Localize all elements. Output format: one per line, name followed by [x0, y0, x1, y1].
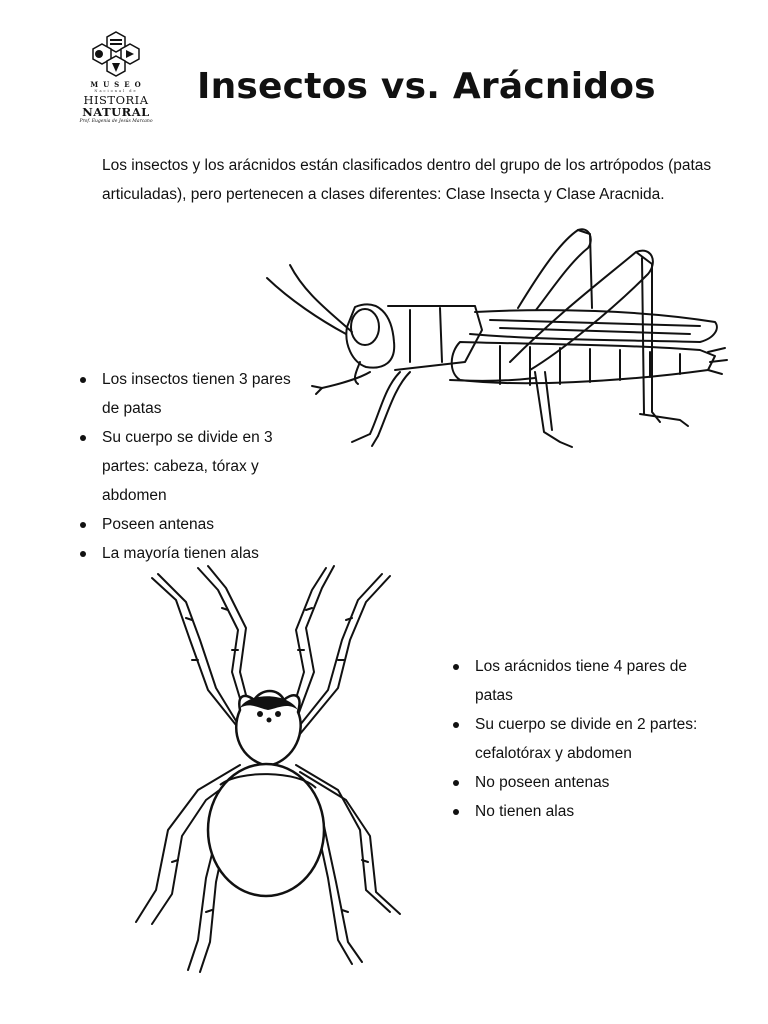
arachnid-fact-item: Su cuerpo se divide en 2 partes: cefalotórax y abdomen	[453, 710, 703, 768]
grasshopper-illustration	[260, 222, 730, 457]
insect-fact-item: Su cuerpo se divide en 3 partes: cabeza, tórax y abdomen	[80, 423, 320, 510]
logo-nacional-text: Nacional de	[94, 89, 138, 93]
insect-fact-item: La mayoría tienen alas	[80, 539, 320, 568]
insect-fact-item: Poseen antenas	[80, 510, 320, 539]
logo-natural-text: NATURAL	[82, 105, 150, 119]
insect-fact-item: Los insectos tienen 3 pares de patas	[80, 365, 312, 423]
museum-logo-emblem	[80, 30, 152, 80]
page-title: Insectos vs. Arácnidos	[197, 66, 656, 107]
arachnid-fact-item: No tienen alas	[453, 797, 703, 826]
logo-historia-text: HISTORIA	[83, 93, 149, 107]
museum-logo	[70, 30, 162, 136]
intro-paragraph: Los insectos y los arácnidos están clasificados dentro del grupo de los artrópodos (patas articuladas), pero pertenecen a clases diferentes: Clase Insecta y Clase Aracnida.	[102, 157, 712, 203]
arachnid-fact-item: Los arácnidos tiene 4 pares de patas	[453, 652, 700, 710]
arachnid-fact-item: No poseen antenas	[453, 768, 703, 797]
spider-illustration	[128, 560, 418, 980]
logo-credit-text: Prof. Eugenia de Jesús Marcano	[79, 119, 153, 124]
arachnid-facts-list	[453, 652, 703, 826]
insect-facts-list	[80, 365, 320, 568]
logo-museo-text: MUSEO	[90, 80, 146, 89]
